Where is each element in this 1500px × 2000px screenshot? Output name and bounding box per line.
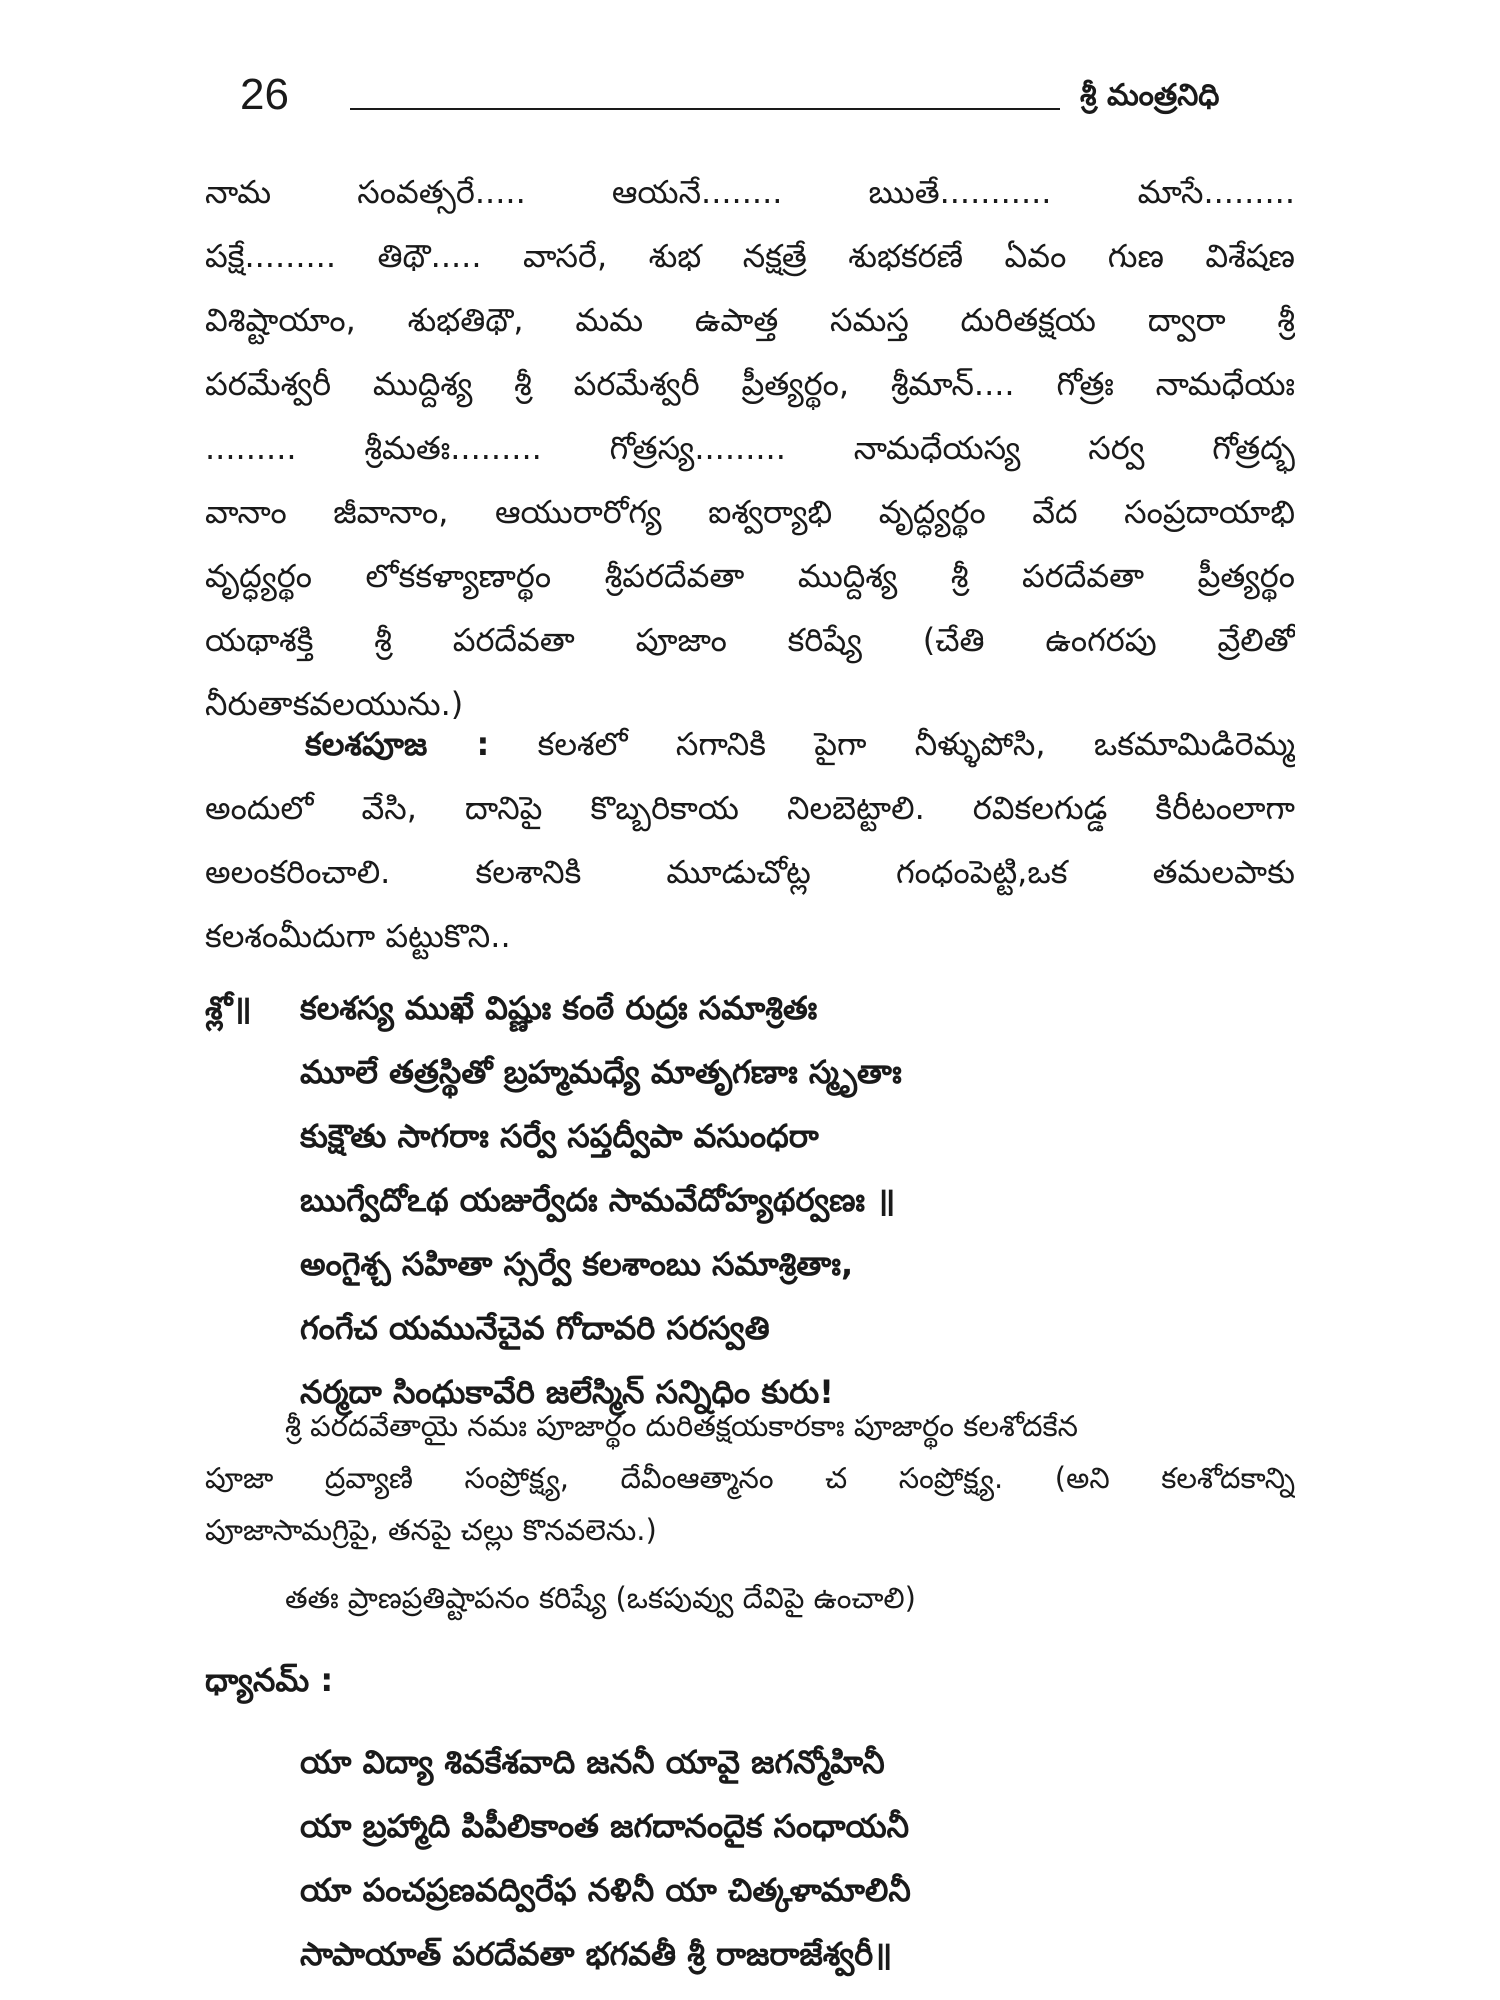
kalasha-sloka [300, 976, 1300, 1424]
prokshana-paragraph [205, 1400, 1295, 1556]
text-line: నీరుతాకవలయును.) [205, 685, 464, 723]
book-title: శ్రీ మంత్రనిధి [1080, 78, 1220, 113]
kalasha-pooja-paragraph [205, 712, 1295, 968]
sloka-line: సాపాయాత్ పరదేవతా భగవతీ శ్రీ రాజరాజేశ్వరీ॥ [300, 1935, 893, 1973]
kalasha-pooja-heading: కలశపూజ : [305, 725, 490, 763]
kalasha-pooja-first-line [205, 712, 1295, 776]
sloka-line: యా పంచప్రణవద్విరేఫ నళినీ యా చిత్కళామాలినీ [300, 1871, 911, 1909]
header-rule [350, 108, 1060, 110]
sloka-line: యా బ్రహ్మాది పిపీలికాంత జగదానందైక సంధాయనీ [300, 1807, 910, 1845]
text-line: అలంకరించాలి. కలశానికి మూడుచోట్ల గంధంపెట్టి,ఒక తమలపాకు [205, 853, 1295, 891]
sloka-line: నర్మదా సింధుకావేరి జలేస్మిన్ సన్నిధిం కురు! [300, 1373, 834, 1411]
text-line: వృద్ధ్యర్థం లోకకళ్యాణార్థం శ్రీపరదేవతా ముద్దిశ్య శ్రీ పరదేవతా ప్రీత్యర్థం [205, 557, 1295, 595]
text-line: ......... శ్రీమతః......... గోత్రస్య......... నామధేయస్య సర్వ గోత్రద్భ [205, 429, 1295, 467]
page-number: 26 [240, 70, 289, 119]
sloka-line: గంగేచ యమునేచైవ గోదావరి సరస్వతి [300, 1309, 770, 1347]
text-line: నామ సంవత్సరే..... ఆయనే........ ఋతే........... మాసే......... [205, 173, 1295, 211]
text-line: శ్రీ పరదవేతాయై నమః పూజార్థం దురితక్షయకారకాః పూజార్థం కలశోదకేన [285, 1409, 1078, 1443]
text-line: వానాం జీవానాం, ఆయురారోగ్య ఐశ్వర్యాభి వృద్ధ్యర్థం వేద సంప్రదాయాభి [205, 493, 1295, 531]
text-line: పరమేశ్వరీ ముద్దిశ్య శ్రీ పరమేశ్వరీ ప్రీత్యర్థం, శ్రీమాన్.... గోత్రః నామధేయః [205, 365, 1295, 403]
text-line: కలశంమీదుగా పట్టుకొని.. [205, 917, 511, 955]
sloka-marker: శ్లో॥ [205, 989, 252, 1027]
sloka-line: కుక్షౌతు సాగరాః సర్వే సప్తద్వీపా వసుంధరా [300, 1117, 819, 1155]
text-line: యథాశక్తి శ్రీ పరదేవతా పూజాం కరిష్యే (చేతి ఉంగరపు వ్రేలితో [205, 621, 1295, 659]
sloka-line: అంగైశ్చ సహితా స్సర్వే కలశాంబు సమాశ్రితాః, [300, 1245, 854, 1283]
sloka-line: కలశస్య ముఖే విష్ణుః కంఠే రుద్రః సమాశ్రితః [300, 989, 818, 1027]
sloka-line: మూలే తత్రస్థితో బ్రహ్మమధ్యే మాతృగణాః స్మృతాః [300, 1053, 902, 1091]
page-header [200, 70, 1300, 130]
dhyanam-sloka [300, 1730, 1300, 1986]
dhyanam-heading: ధ్యానమ్ : [205, 1661, 334, 1699]
text-line: పూజాసామగ్రిపై, తనపై చల్లు కొనవలెను.) [205, 1513, 657, 1547]
text-line: పక్షే......... తిథౌ..... వాసరే, శుభ నక్షత్రే శుభకరణే ఏవం గుణ విశేషణ [205, 237, 1295, 275]
text-line: పూజా ద్రవ్యాణి సంప్రోక్ష్య, దేవీంఆత్మానం చ సంప్రోక్ష్య. (అని కలశోదకాన్ని [205, 1461, 1295, 1495]
text-line: విశిష్టాయాం, శుభతిథౌ, మమ ఉపాత్త సమస్త దురితక్షయ ద్వారా శ్రీ [205, 301, 1295, 339]
sloka-line: ఋగ్వేదోఽథ యజుర్వేదః సామవేదోహ్యథర్వణః ॥ [300, 1181, 896, 1219]
sankalpa-paragraph [205, 160, 1295, 736]
text-fragment: కలశలో సగానికి పైగా నీళ్ళుపోసి, ఒకమామిడిరెమ్మ [537, 725, 1295, 763]
prana-pratishta-line: తతః ప్రాణప్రతిష్టాపనం కరిష్యే (ఒకపువ్వు దేవిపై ఉంచాలి) [285, 1581, 917, 1615]
sloka-line: యా విద్యా శివకేశవాది జననీ యావై జగన్మోహినీ [300, 1743, 885, 1781]
text-line: అందులో వేసి, దానిపై కొబ్బరికాయ నిలబెట్టాలి. రవికలగుడ్డ కిరీటంలాగా [205, 789, 1295, 827]
